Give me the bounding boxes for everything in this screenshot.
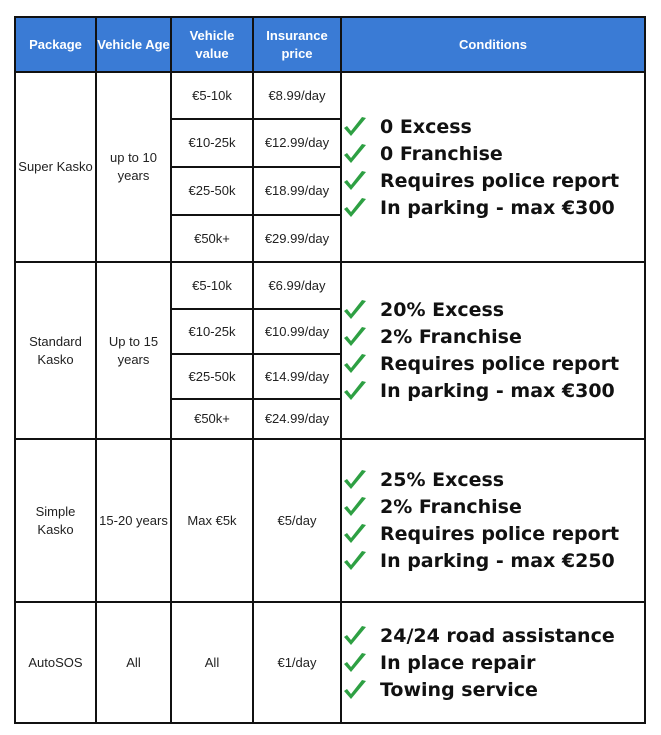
checkmark-icon [342, 494, 368, 520]
package-name: Simple Kasko [15, 439, 96, 602]
header-conditions: Conditions [341, 17, 645, 72]
header-vehicle-value: Vehicle value [171, 17, 253, 72]
condition-text: In parking - max €250 [380, 550, 615, 572]
conditions-cell [341, 262, 645, 439]
insurance-table [14, 16, 646, 724]
condition-item [342, 676, 644, 703]
condition-item [342, 494, 644, 521]
insurance-price: €12.99/day [253, 119, 341, 167]
header-package: Package [15, 17, 96, 72]
table-row [15, 602, 645, 723]
package-name: Super Kasko [15, 72, 96, 262]
vehicle-age: 15-20 years [96, 439, 171, 602]
vehicle-value: €50k+ [171, 399, 253, 439]
condition-text: In place repair [380, 651, 536, 674]
checkmark-icon [342, 324, 368, 350]
checkmark-icon [342, 168, 368, 194]
condition-item [342, 351, 644, 378]
condition-item [342, 467, 644, 494]
condition-item [342, 521, 644, 548]
checkmark-icon [342, 297, 368, 323]
table-row [15, 439, 645, 602]
checkmark-icon [342, 650, 368, 676]
condition-item [342, 324, 644, 351]
condition-text: In parking - max €300 [380, 196, 615, 219]
condition-text: 0 Excess [380, 115, 472, 138]
insurance-price: €29.99/day [253, 215, 341, 262]
vehicle-value: €25-50k [171, 167, 253, 215]
checkmark-icon [342, 677, 368, 703]
package-name: AutoSOS [15, 602, 96, 723]
condition-text: In parking - max €300 [380, 380, 615, 402]
condition-text: 25% Excess [380, 469, 505, 491]
vehicle-value: €50k+ [171, 215, 253, 262]
condition-text: 0 Franchise [380, 142, 503, 165]
table-row [15, 262, 645, 309]
insurance-price: €5/day [253, 439, 341, 602]
condition-text: 2% Franchise [380, 326, 522, 348]
checkmark-icon [342, 141, 368, 167]
vehicle-value: €5-10k [171, 262, 253, 309]
vehicle-value: All [171, 602, 253, 723]
condition-item [342, 622, 644, 649]
conditions-cell [341, 602, 645, 723]
condition-item [342, 297, 644, 324]
condition-item [342, 548, 644, 575]
vehicle-value: €5-10k [171, 72, 253, 119]
condition-text: Requires police report [380, 353, 620, 375]
condition-text: 2% Franchise [380, 496, 522, 518]
condition-text: 20% Excess [380, 299, 505, 321]
vehicle-value: €25-50k [171, 354, 253, 399]
conditions-cell [341, 72, 645, 262]
condition-text: 24/24 road assistance [380, 624, 615, 647]
conditions-cell [341, 439, 645, 602]
vehicle-value: €10-25k [171, 119, 253, 167]
checkmark-icon [342, 195, 368, 221]
condition-item [342, 378, 644, 405]
insurance-price: €14.99/day [253, 354, 341, 399]
condition-item [342, 194, 644, 221]
conditions-list [342, 297, 644, 405]
insurance-price: €8.99/day [253, 72, 341, 119]
condition-item [342, 167, 644, 194]
checkmark-icon [342, 351, 368, 377]
checkmark-icon [342, 378, 368, 404]
insurance-price: €1/day [253, 602, 341, 723]
conditions-list [342, 622, 644, 703]
vehicle-value: Max €5k [171, 439, 253, 602]
table-row [15, 72, 645, 119]
vehicle-value: €10-25k [171, 309, 253, 354]
condition-text: Requires police report [380, 169, 620, 192]
conditions-list [342, 113, 644, 221]
condition-item [342, 113, 644, 140]
condition-text: Requires police report [380, 523, 620, 545]
header-row [15, 17, 645, 72]
insurance-price: €18.99/day [253, 167, 341, 215]
checkmark-icon [342, 521, 368, 547]
insurance-price: €6.99/day [253, 262, 341, 309]
header-vehicle-age: Vehicle Age [96, 17, 171, 72]
checkmark-icon [342, 548, 368, 574]
condition-item [342, 649, 644, 676]
insurance-price: €10.99/day [253, 309, 341, 354]
condition-item [342, 140, 644, 167]
checkmark-icon [342, 114, 368, 140]
insurance-price: €24.99/day [253, 399, 341, 439]
conditions-list [342, 467, 644, 575]
header-insurance-price: Insurance price [253, 17, 341, 72]
vehicle-age: up to 10 years [96, 72, 171, 262]
package-name: Standard Kasko [15, 262, 96, 439]
vehicle-age: Up to 15 years [96, 262, 171, 439]
checkmark-icon [342, 467, 368, 493]
vehicle-age: All [96, 602, 171, 723]
condition-text: Towing service [380, 678, 538, 701]
checkmark-icon [342, 623, 368, 649]
